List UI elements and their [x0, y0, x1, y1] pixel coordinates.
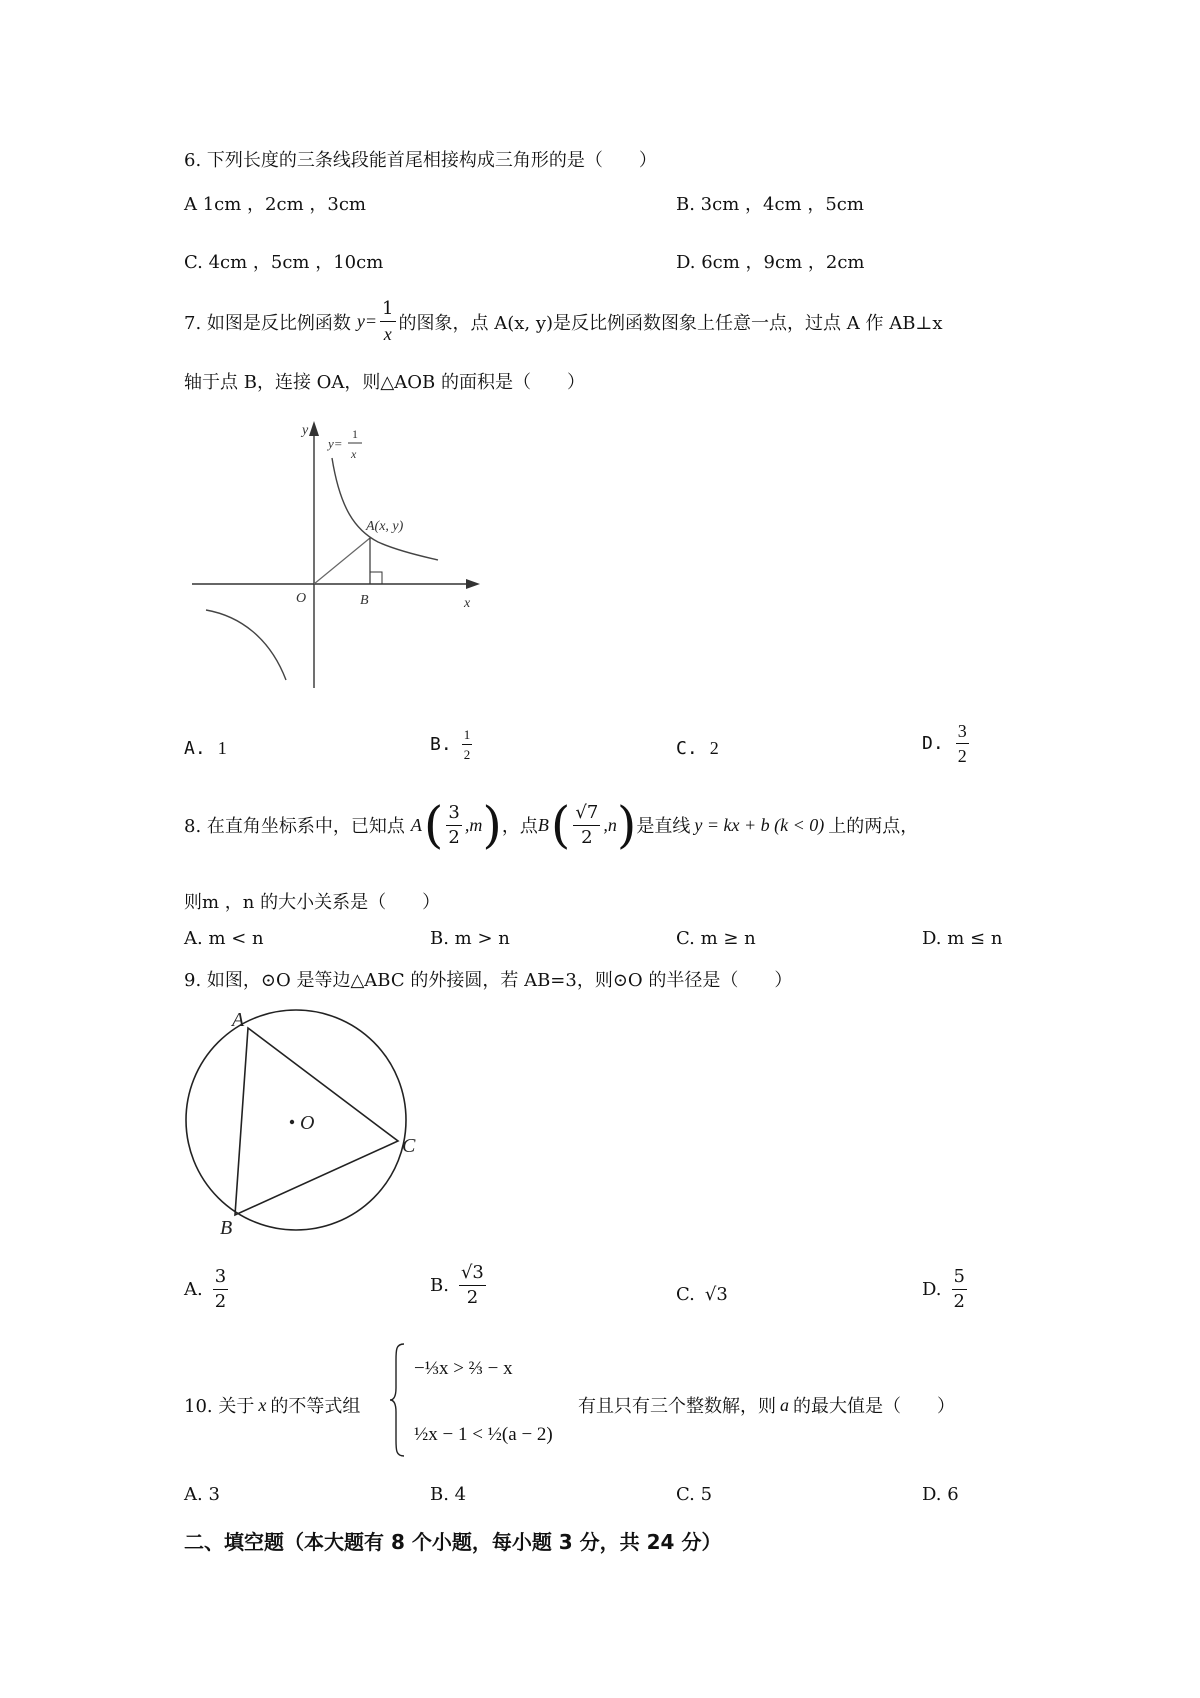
q8-option-c: C. m ≥ n [676, 928, 756, 949]
q7-stem-a: 7. 如图是反比例函数 [184, 312, 351, 334]
q7-option-b-fraction [462, 728, 473, 761]
label-func-num: 1 [352, 427, 358, 441]
q9-option-b-fraction [459, 1264, 486, 1307]
label-c: C [402, 1135, 416, 1157]
q8-point-b: B [537, 814, 549, 835]
x-axis-arrow-icon [466, 579, 480, 589]
label-o: O [296, 591, 307, 606]
q10-stem [184, 1392, 360, 1418]
q10-var-a: a [780, 1394, 789, 1415]
label-o: O [300, 1112, 315, 1134]
q8-a-fraction [446, 801, 461, 848]
q7-option-a-label: A. [184, 738, 206, 759]
q7-option-b [430, 728, 475, 761]
circle-o [186, 1010, 406, 1230]
q7-stem-b: 的图象，点 A(x, y)是反比例函数图象上任意一点，过点 A 作 AB⊥x [398, 312, 943, 334]
q8-a-m: ,m [464, 814, 483, 835]
q9-option-a-fraction [213, 1268, 228, 1311]
q9-option-d-den: 2 [953, 1291, 965, 1312]
q9-stem: 9. 如图，⊙O 是等边△ABC 的外接圆，若 AB=3，则⊙O 的半径是（ ） [184, 970, 793, 991]
q7-hyperbola-figure [190, 418, 490, 700]
q9-option-c-value: √3 [704, 1284, 728, 1305]
q10-stem-a: 10. 关于 [184, 1396, 255, 1417]
q8-b-n: ,n [603, 814, 617, 835]
q9-option-b [430, 1264, 489, 1307]
q10-var-x: x [258, 1394, 267, 1415]
q8-option-a: A. m < n [184, 928, 264, 949]
q9-option-a [184, 1268, 231, 1311]
q6-option-d: D. 6cm ，9cm ，2cm [676, 252, 865, 273]
label-func-den: x [351, 447, 357, 461]
q9-option-b-num: √3 [459, 1264, 486, 1286]
q7-option-d-num: 3 [956, 722, 969, 744]
q8-paren-open-b: ( [550, 796, 571, 854]
hyperbola-branch-q3 [206, 610, 286, 680]
q7-option-c-label: C. [676, 738, 698, 759]
q6-option-b: B. 3cm ，4cm ，5cm [676, 194, 864, 215]
q9-option-c [676, 1284, 728, 1305]
label-y: y [302, 423, 309, 438]
q7-option-a-value: 1 [217, 738, 227, 758]
q7-option-c [676, 738, 719, 759]
q8-point-a: A [410, 814, 422, 835]
q10-inequality-1: −⅓x > ⅔ − x [414, 1358, 513, 1379]
q9-option-b-den: 2 [466, 1287, 479, 1308]
q9-option-d-label: D. [922, 1279, 942, 1300]
label-b: B [360, 593, 369, 608]
q7-option-d [922, 722, 972, 765]
q8-stem-line2: 则m ，n 的大小关系是（ ） [184, 892, 441, 913]
q7-option-d-label: D. [922, 733, 944, 754]
label-x: x [464, 596, 471, 611]
q7-option-b-den: 2 [463, 747, 471, 762]
q9-option-d-num: 5 [952, 1268, 967, 1290]
q10-brace-icon [388, 1340, 408, 1460]
q7-func-num: 1 [380, 300, 395, 322]
triangle-abc [235, 1028, 398, 1215]
q10-option-c: C. 5 [676, 1484, 713, 1505]
q7-func-fraction [380, 300, 395, 343]
q8-stem-c: 上的两点， [828, 816, 919, 837]
q9-option-a-num: 3 [213, 1268, 228, 1290]
center-dot-icon [290, 1120, 294, 1124]
q7-option-b-num: 1 [462, 728, 473, 745]
q8-stem-line1 [184, 796, 919, 854]
q9-option-d-fraction [952, 1268, 967, 1311]
q8-b-den: 2 [581, 826, 593, 848]
q7-stem-line1 [184, 300, 943, 343]
q8-mid: ，点 [501, 816, 538, 837]
q8-a-den: 2 [448, 826, 460, 848]
q10-stem-d: 的最大值是（ ） [793, 1396, 955, 1417]
q9-circumcircle-figure [180, 1002, 430, 1242]
q10-stem-c: 有且只有三个整数解，则 [578, 1396, 776, 1417]
q8-paren-open-a: ( [423, 796, 444, 854]
q7-func-y: y= [356, 311, 378, 331]
q8-stem-b: 是直线 [636, 816, 691, 837]
section-2-heading: 二、填空题（本大题有 8 个小题，每小题 3 分，共 24 分） [184, 1530, 722, 1554]
q8-option-b: B. m > n [430, 928, 510, 949]
q7-option-b-label: B. [430, 734, 452, 755]
q8-a-num: 3 [446, 804, 461, 826]
q7-func-den: x [383, 324, 392, 344]
right-angle-mark [370, 572, 382, 584]
q7-option-d-fraction [956, 722, 969, 765]
q10-option-a: A. 3 [184, 1484, 220, 1505]
label-a: A [232, 1009, 245, 1031]
q8-stem-a: 8. 在直角坐标系中，已知点 [184, 816, 405, 837]
q10-stem-tail [578, 1392, 955, 1418]
q6-stem: 6. 下列长度的三条线段能首尾相接构成三角形的是（ ） [184, 150, 657, 171]
q7-option-d-den: 2 [957, 746, 967, 766]
segment-oa [314, 538, 370, 584]
q9-option-a-den: 2 [214, 1291, 227, 1312]
hyperbola-branch-q1 [332, 458, 438, 560]
q6-option-c: C. 4cm ，5cm ，10cm [184, 252, 384, 273]
q10-option-b: B. 4 [430, 1484, 467, 1505]
q8-equation: y = kx + b (k < 0) [694, 814, 825, 835]
q8-paren-close-b: ) [616, 796, 637, 854]
q9-option-d [922, 1268, 970, 1311]
q8-b-num: √7 [573, 804, 600, 826]
q10-inequality-2: ½x − 1 < ½(a − 2) [414, 1424, 553, 1445]
label-func-y: y= [328, 436, 343, 451]
q7-stem-line2: 轴于点 B，连接 OA，则△AOB 的面积是（ ） [184, 372, 585, 393]
q6-option-a: A 1cm ，2cm ，3cm [184, 194, 366, 215]
y-axis-arrow-icon [309, 421, 319, 436]
label-b: B [220, 1217, 233, 1239]
q9-option-c-label: C. [676, 1284, 695, 1305]
q8-option-d: D. m ≤ n [922, 928, 1003, 949]
q10-option-d: D. 6 [922, 1484, 959, 1505]
q9-option-a-label: A. [184, 1279, 203, 1300]
q10-stem-b: 的不等式组 [270, 1396, 361, 1417]
q8-b-fraction [573, 801, 600, 848]
q7-option-a [184, 738, 227, 759]
label-a: A(x, y) [366, 519, 404, 534]
q9-option-b-label: B. [430, 1275, 449, 1296]
q8-paren-close-a: ) [482, 796, 502, 854]
q7-option-c-value: 2 [709, 738, 719, 758]
